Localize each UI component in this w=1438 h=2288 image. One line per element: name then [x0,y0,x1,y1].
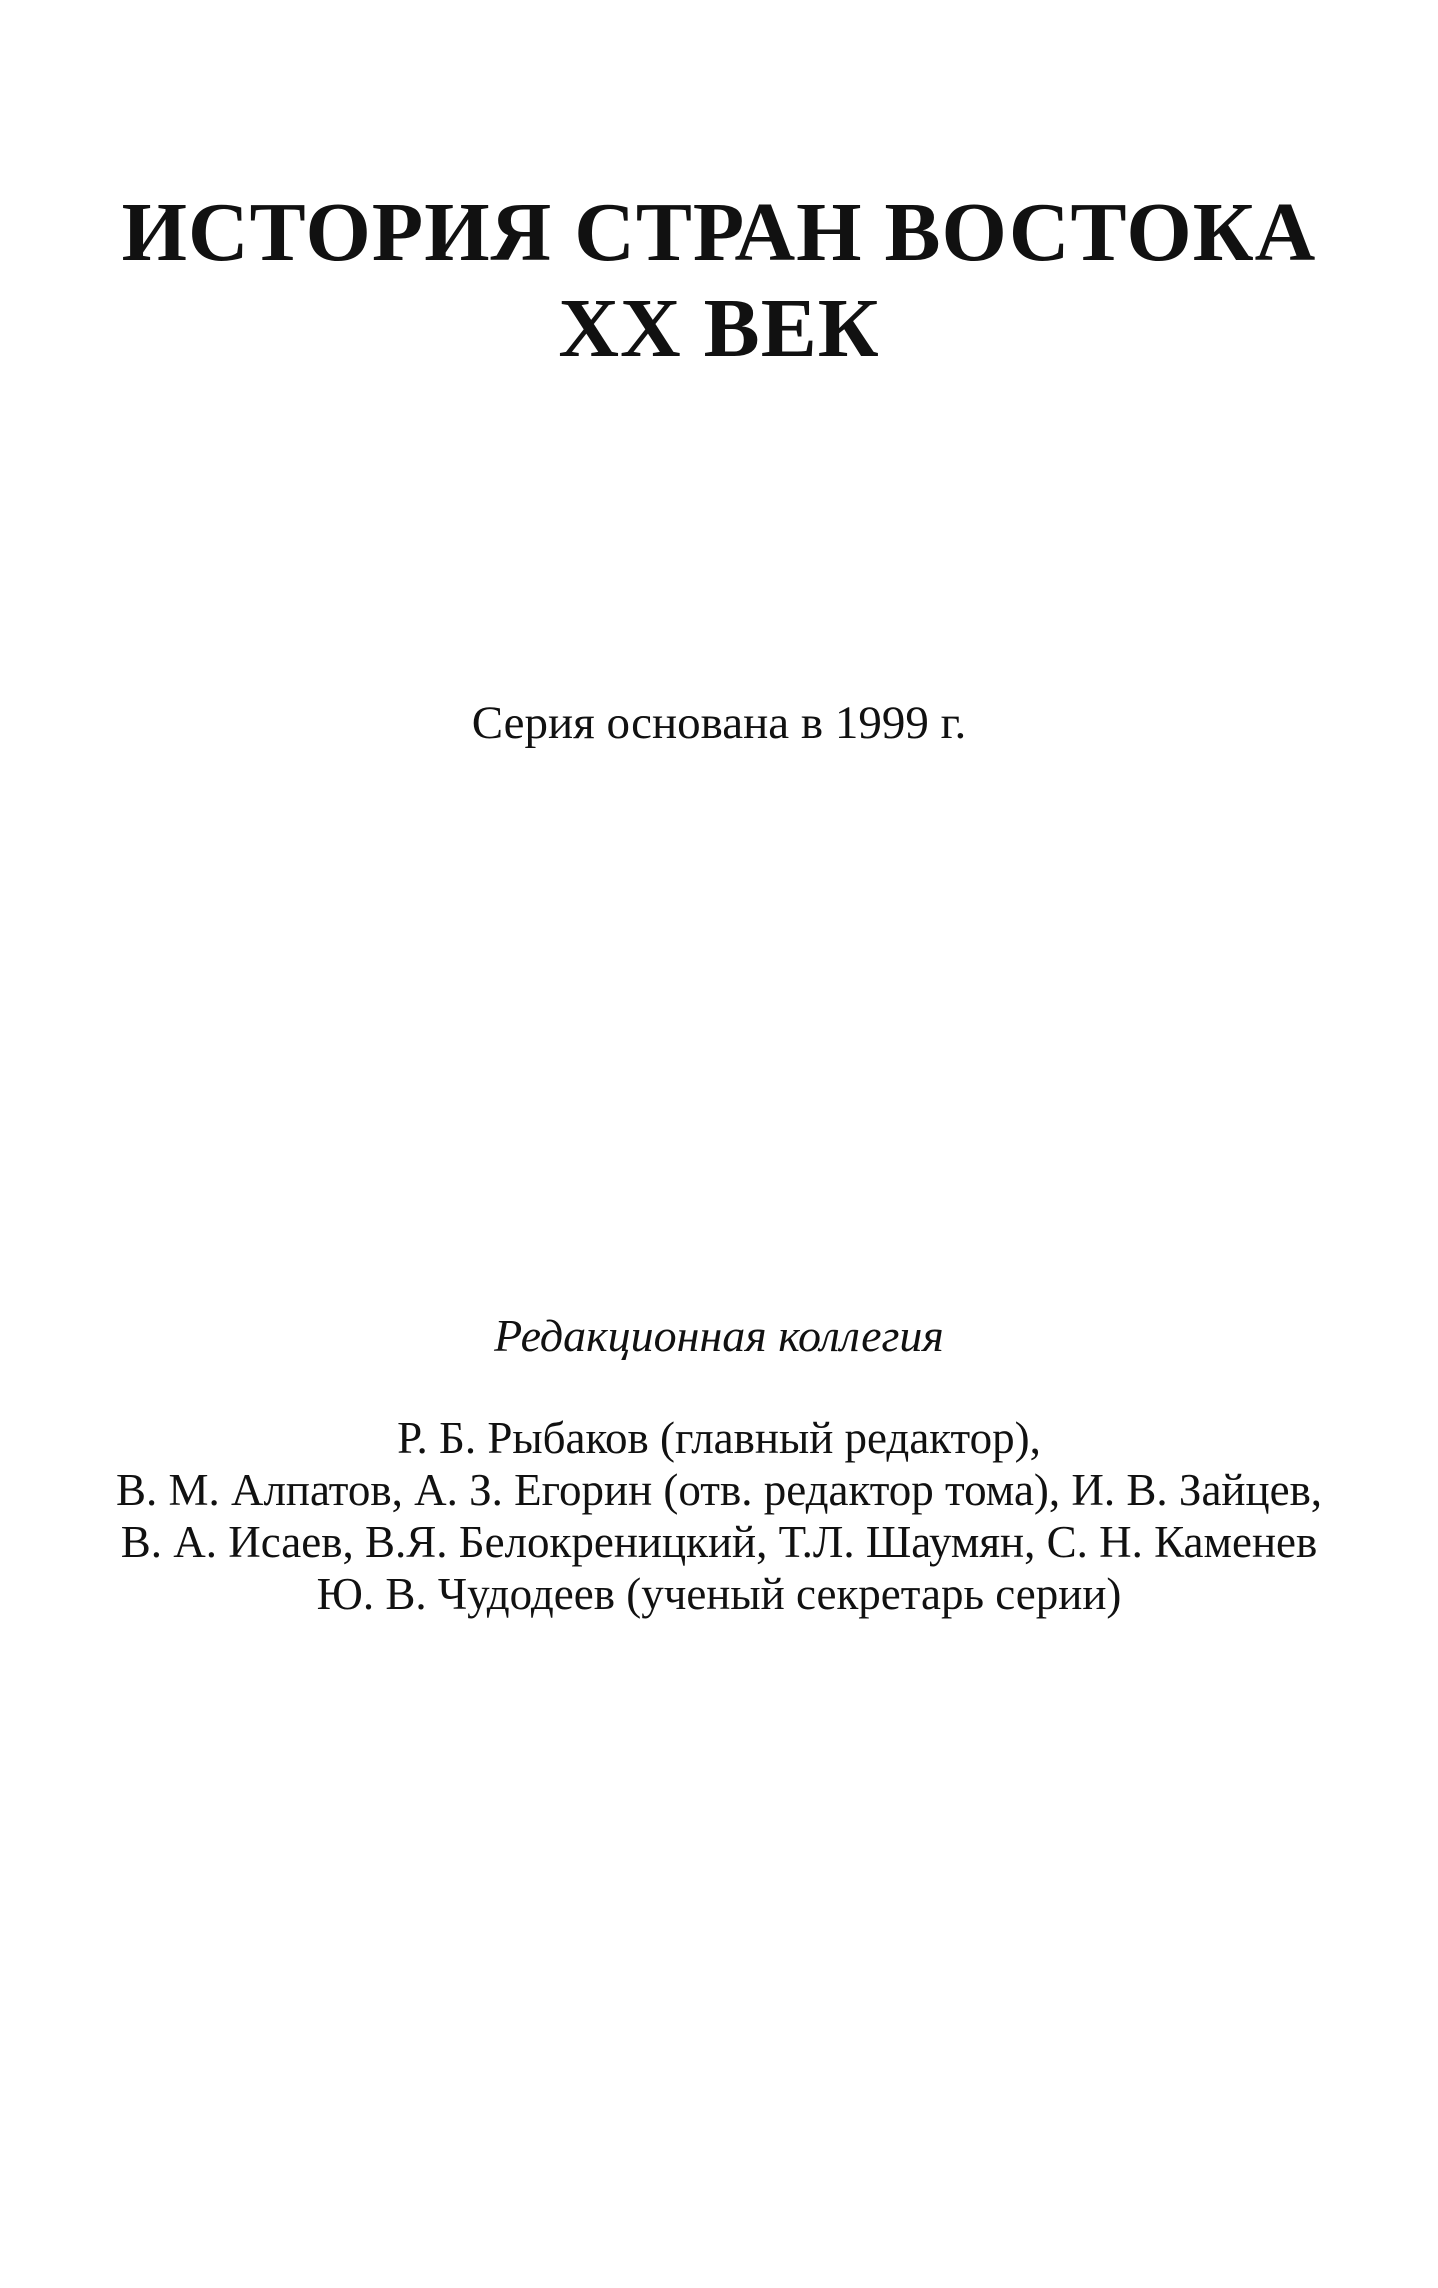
editorial-board-line: Ю. В. Чудодеев (ученый секретарь серии) [316,1569,1122,1619]
book-title-line-1: ИСТОРИЯ СТРАН ВОСТОКА [121,186,1317,279]
editorial-board-heading: Редакционная коллегия [494,1310,944,1361]
editorial-board-members [0,1412,1438,1620]
book-title-line-2: XX ВЕК [558,282,880,375]
editorial-board-line: В. А. Исаев, В.Я. Белокреницкий, Т.Л. Шаумян, С. Н. Каменев [120,1517,1318,1567]
series-founded-note: Серия основана в 1999 г. [471,697,967,749]
editorial-board [0,1308,1438,1620]
editorial-board-line: Р. Б. Рыбаков (главный редактор), [397,1413,1041,1463]
editorial-board-line: В. М. Алпатов, А. З. Егорин (отв. редактор тома), И. В. Зайцев, [115,1465,1323,1515]
book-title [0,185,1438,377]
